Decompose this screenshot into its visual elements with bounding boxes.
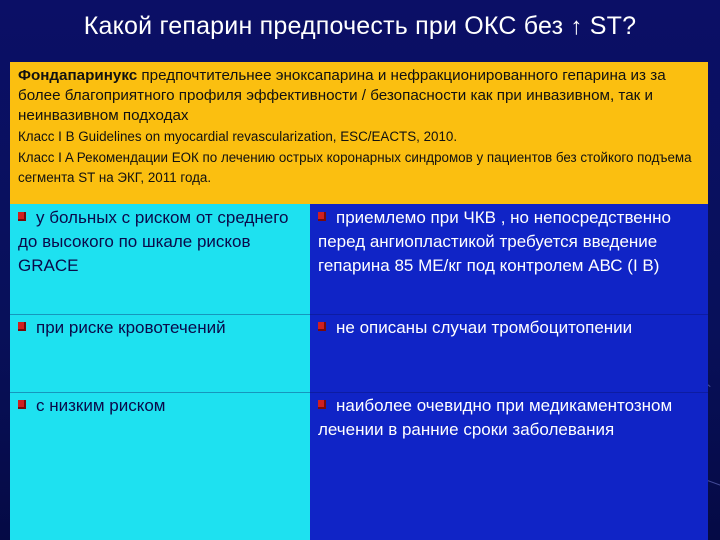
row-2-right-text: не описаны случаи тромбоцитопении	[336, 318, 633, 337]
reference-1: Класс I B Guidelines on myocardial revascularization, ESC/EACTS, 2010.	[18, 129, 458, 144]
row-3-left-text: с низким риском	[36, 396, 166, 415]
bullet-icon	[318, 212, 326, 221]
table-row-1-left	[10, 204, 310, 314]
title-text-before: Какой гепарин предпочесть при ОКС без	[83, 12, 571, 40]
row-divider	[10, 392, 708, 393]
title-text-after: ST?	[582, 12, 637, 40]
reference-2: Класс I A Рекомендации ЕОК по лечению острых коронарных синдромов у пациентов без стойкого подъема сегмента ST на ЭКГ, 2011 года.	[18, 150, 692, 185]
row-3-right-text: наиболее очевидно при медикаментозном лечении в ранние сроки заболевания	[318, 396, 673, 439]
intro-statement	[18, 66, 700, 126]
intro-statement-text: предпочтительнее эноксапарина и нефракционированного гепарина из за более благоприятного профиля эффективности / безопасности как при инвазивном, так и неинвазивном подходах	[18, 67, 666, 124]
bullet-icon	[318, 322, 326, 331]
table-row-1-right	[310, 204, 708, 314]
row-1-right-text: приемлемо при ЧКВ , но непосредственно перед ангиопластикой требуется введение гепарина 85 МЕ/кг под контролем АВС (I B)	[318, 208, 671, 275]
bullet-icon	[18, 322, 26, 331]
intro-bold-term: Фондапаринукс	[18, 67, 138, 84]
bullet-icon	[318, 400, 326, 409]
row-1-left-text: у больных с риском от среднего до высокого по шкале рисков GRACE	[18, 208, 289, 275]
comparison-table	[10, 204, 708, 540]
slide-title	[0, 8, 720, 48]
bullet-icon	[18, 212, 26, 221]
row-2-left-text: при риске кровотечений	[36, 318, 226, 337]
row-divider	[10, 314, 708, 315]
table-row-3-left	[10, 392, 310, 540]
table-row-3-right	[310, 392, 708, 540]
bullet-icon	[18, 400, 26, 409]
intro-box	[10, 62, 708, 204]
table-row-2-right	[310, 314, 708, 392]
table-row-2-left	[10, 314, 310, 392]
up-arrow-icon: ↑	[570, 13, 583, 40]
